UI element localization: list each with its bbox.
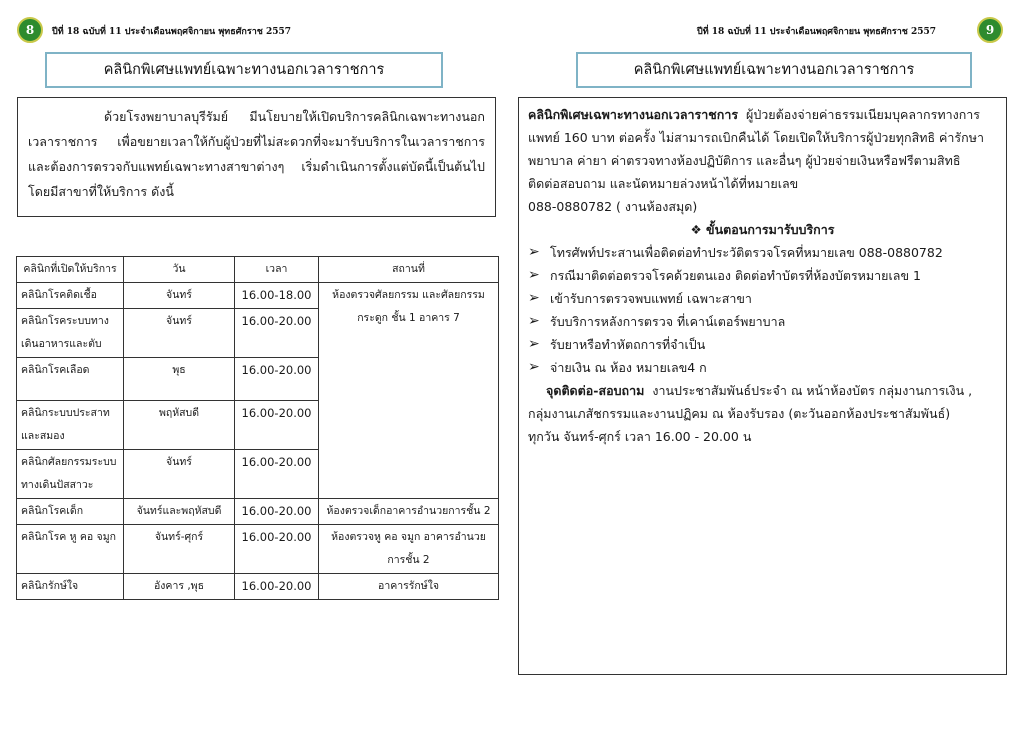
- table-header-row: [17, 257, 499, 283]
- clinic-day: จันทร์-ศุกร์: [124, 525, 235, 574]
- arrow-bullet-icon: ➢: [528, 359, 540, 375]
- intro-text: ด้วยโรงพยาบาลบุรีรัมย์ มีนโยบายให้เปิดบริการคลินิกเฉพาะทางนอกเวลาราชการ เพื่อขยายเวลาให้กับผู้ป่วยที่ไม่สะดวกที่จะมารับบริการในเวลาราชการ และต้องการตรวจกับแพทย์เฉพาะทางสาขาต่างๆ เริ่มดำเนินการตั้งแต่บัดนี้เป็นต้นไป โดยมีสาขาที่ให้บริการ ดังนี้: [28, 109, 485, 199]
- service-info-box: [518, 97, 1007, 675]
- page-title-right: คลินิกพิเศษแพทย์เฉพาะทางนอกเวลาราชการ: [576, 52, 972, 88]
- intro-box: [17, 97, 496, 217]
- page-title-left: คลินิกพิเศษแพทย์เฉพาะทางนอกเวลาราชการ: [45, 52, 443, 88]
- clinic-time: 16.00-20.00: [235, 574, 319, 600]
- arrow-bullet-icon: ➢: [528, 336, 540, 352]
- contact-point-paragraph: [528, 379, 997, 425]
- clinic-time: 16.00-20.00: [235, 401, 319, 450]
- issue-header-right: ปีที่ 18 ฉบับที่ 11 ประจำเดือนพฤศจิกายน พุทธศักราช 2557: [697, 27, 937, 37]
- arrow-bullet-icon: ➢: [528, 267, 540, 283]
- clinic-name: คลินิกระบบประสาทและสมอง: [17, 401, 124, 450]
- clinic-time: 16.00-18.00: [235, 283, 319, 309]
- contact-phone: 088-0880782 ( งานห้องสมุด): [528, 199, 698, 214]
- fee-text: ผู้ป่วยต้องจ่ายค่าธรรมเนียมบุคลากรทางการแพทย์ 160 บาท ต่อครั้ง ไม่สามารถเบิกคืนได้ โดยเปิดให้บริการผู้ป่วยทุกสิทธิ ค่ารักษาพยาบาล ค่ายา ค่าตรวจทางห้องปฏิบัติการ และอื่นๆ ผู้ป่วยจ่ายเงินหรือฟรีตามสิทธิ: [528, 107, 984, 168]
- clinic-name: คลินิกโรคติดเชื้อ: [17, 283, 124, 309]
- clinic-time: 16.00-20.00: [235, 499, 319, 525]
- contact-line: ติดต่อสอบถาม และนัดหมายล่วงหน้าได้ที่หมายเลข: [528, 176, 799, 191]
- column-header-time: เวลา: [235, 257, 319, 283]
- step-text: จ่ายเงิน ณ ห้อง หมายเลข4 ก: [550, 360, 707, 375]
- fee-heading: คลินิกพิเศษเฉพาะทางนอกเวลาราชการ: [528, 107, 739, 122]
- fee-paragraph: [528, 103, 997, 172]
- page-number-right: 9: [977, 17, 1003, 43]
- clinic-name: คลินิกโรคระบบทางเดินอาหารและตับ: [17, 309, 124, 358]
- table-row: [17, 574, 499, 600]
- column-header-clinic: คลินิกที่เปิดให้บริการ: [17, 257, 124, 283]
- clinic-name: คลินิกรักษ์ใจ: [17, 574, 124, 600]
- column-header-location: สถานที่: [319, 257, 499, 283]
- clinic-name: คลินิกโรคเลือด: [17, 358, 124, 401]
- page-number-left: 8: [17, 17, 43, 43]
- step-text: กรณีมาติดต่อตรวจโรคด้วยตนเอง ติดต่อทำบัตรที่ห้องบัตรหมายเลข 1: [550, 268, 921, 283]
- clinic-location: ห้องตรวจเด็กอาคารอำนวยการชั้น 2: [319, 499, 499, 525]
- step-item: [528, 287, 997, 310]
- step-text: รับยาหรือทำหัตถการที่จำเป็น: [550, 337, 706, 352]
- clinic-day: พฤหัสบดี: [124, 401, 235, 450]
- column-header-day: วัน: [124, 257, 235, 283]
- contact-point-text: งานประชาสัมพันธ์ประจำ ณ หน้าห้องบัตร กลุ่มงานการเงิน , กลุ่มงานเภสัชกรรมและงานปฏิคม ณ ห้องรับรอง (ตะวันออกห้องประชาสัมพันธ์): [528, 383, 973, 421]
- step-text: รับบริการหลังการตรวจ ที่เคาน์เตอร์พยาบาล: [550, 314, 786, 329]
- step-item: [528, 264, 997, 287]
- clinic-time: 16.00-20.00: [235, 450, 319, 499]
- arrow-bullet-icon: ➢: [528, 290, 540, 306]
- table-row: [17, 499, 499, 525]
- table-row: [17, 283, 499, 309]
- clinic-table: [16, 256, 499, 600]
- clinic-day: จันทร์: [124, 309, 235, 358]
- step-item: [528, 333, 997, 356]
- step-text: เข้ารับการตรวจพบแพทย์ เฉพาะสาขา: [550, 291, 752, 306]
- step-item: [528, 310, 997, 333]
- clinic-day: จันทร์: [124, 283, 235, 309]
- steps-heading: ❖ ขั้นตอนการมารับบริการ: [690, 222, 835, 237]
- clinic-day: อังคาร ,พุธ: [124, 574, 235, 600]
- shared-location: ห้องตรวจศัลยกรรม และศัลยกรรมกระดูก ชั้น 1 อาคาร 7: [319, 283, 499, 499]
- service-hours: ทุกวัน จันทร์-ศุกร์ เวลา 16.00 - 20.00 น: [528, 429, 752, 444]
- clinic-location: อาคารรักษ์ใจ: [319, 574, 499, 600]
- clinic-name: คลินิกโรค หู คอ จมูก: [17, 525, 124, 574]
- step-text: โทรศัพท์ประสานเพื่อติดต่อทำประวัติตรวจโรคที่หมายเลข 088-0880782: [550, 245, 943, 260]
- arrow-bullet-icon: ➢: [528, 244, 540, 260]
- clinic-day: จันทร์: [124, 450, 235, 499]
- clinic-time: 16.00-20.00: [235, 309, 319, 358]
- table-row: [17, 525, 499, 574]
- clinic-location: ห้องตรวจหู คอ จมูก อาคารอำนวยการชั้น 2: [319, 525, 499, 574]
- clinic-day: จันทร์และพฤหัสบดี: [124, 499, 235, 525]
- issue-header-left: ปีที่ 18 ฉบับที่ 11 ประจำเดือนพฤศจิกายน พุทธศักราช 2557: [52, 27, 292, 37]
- arrow-bullet-icon: ➢: [528, 313, 540, 329]
- clinic-time: 16.00-20.00: [235, 358, 319, 401]
- step-item: [528, 356, 997, 379]
- clinic-name: คลินิกโรคเด็ก: [17, 499, 124, 525]
- contact-point-heading: จุดติดต่อ-สอบถาม: [546, 383, 645, 398]
- clinic-time: 16.00-20.00: [235, 525, 319, 574]
- step-item: [528, 241, 997, 264]
- clinic-name: คลินิกศัลยกรรมระบบทางเดินปัสสาวะ: [17, 450, 124, 499]
- clinic-day: พุธ: [124, 358, 235, 401]
